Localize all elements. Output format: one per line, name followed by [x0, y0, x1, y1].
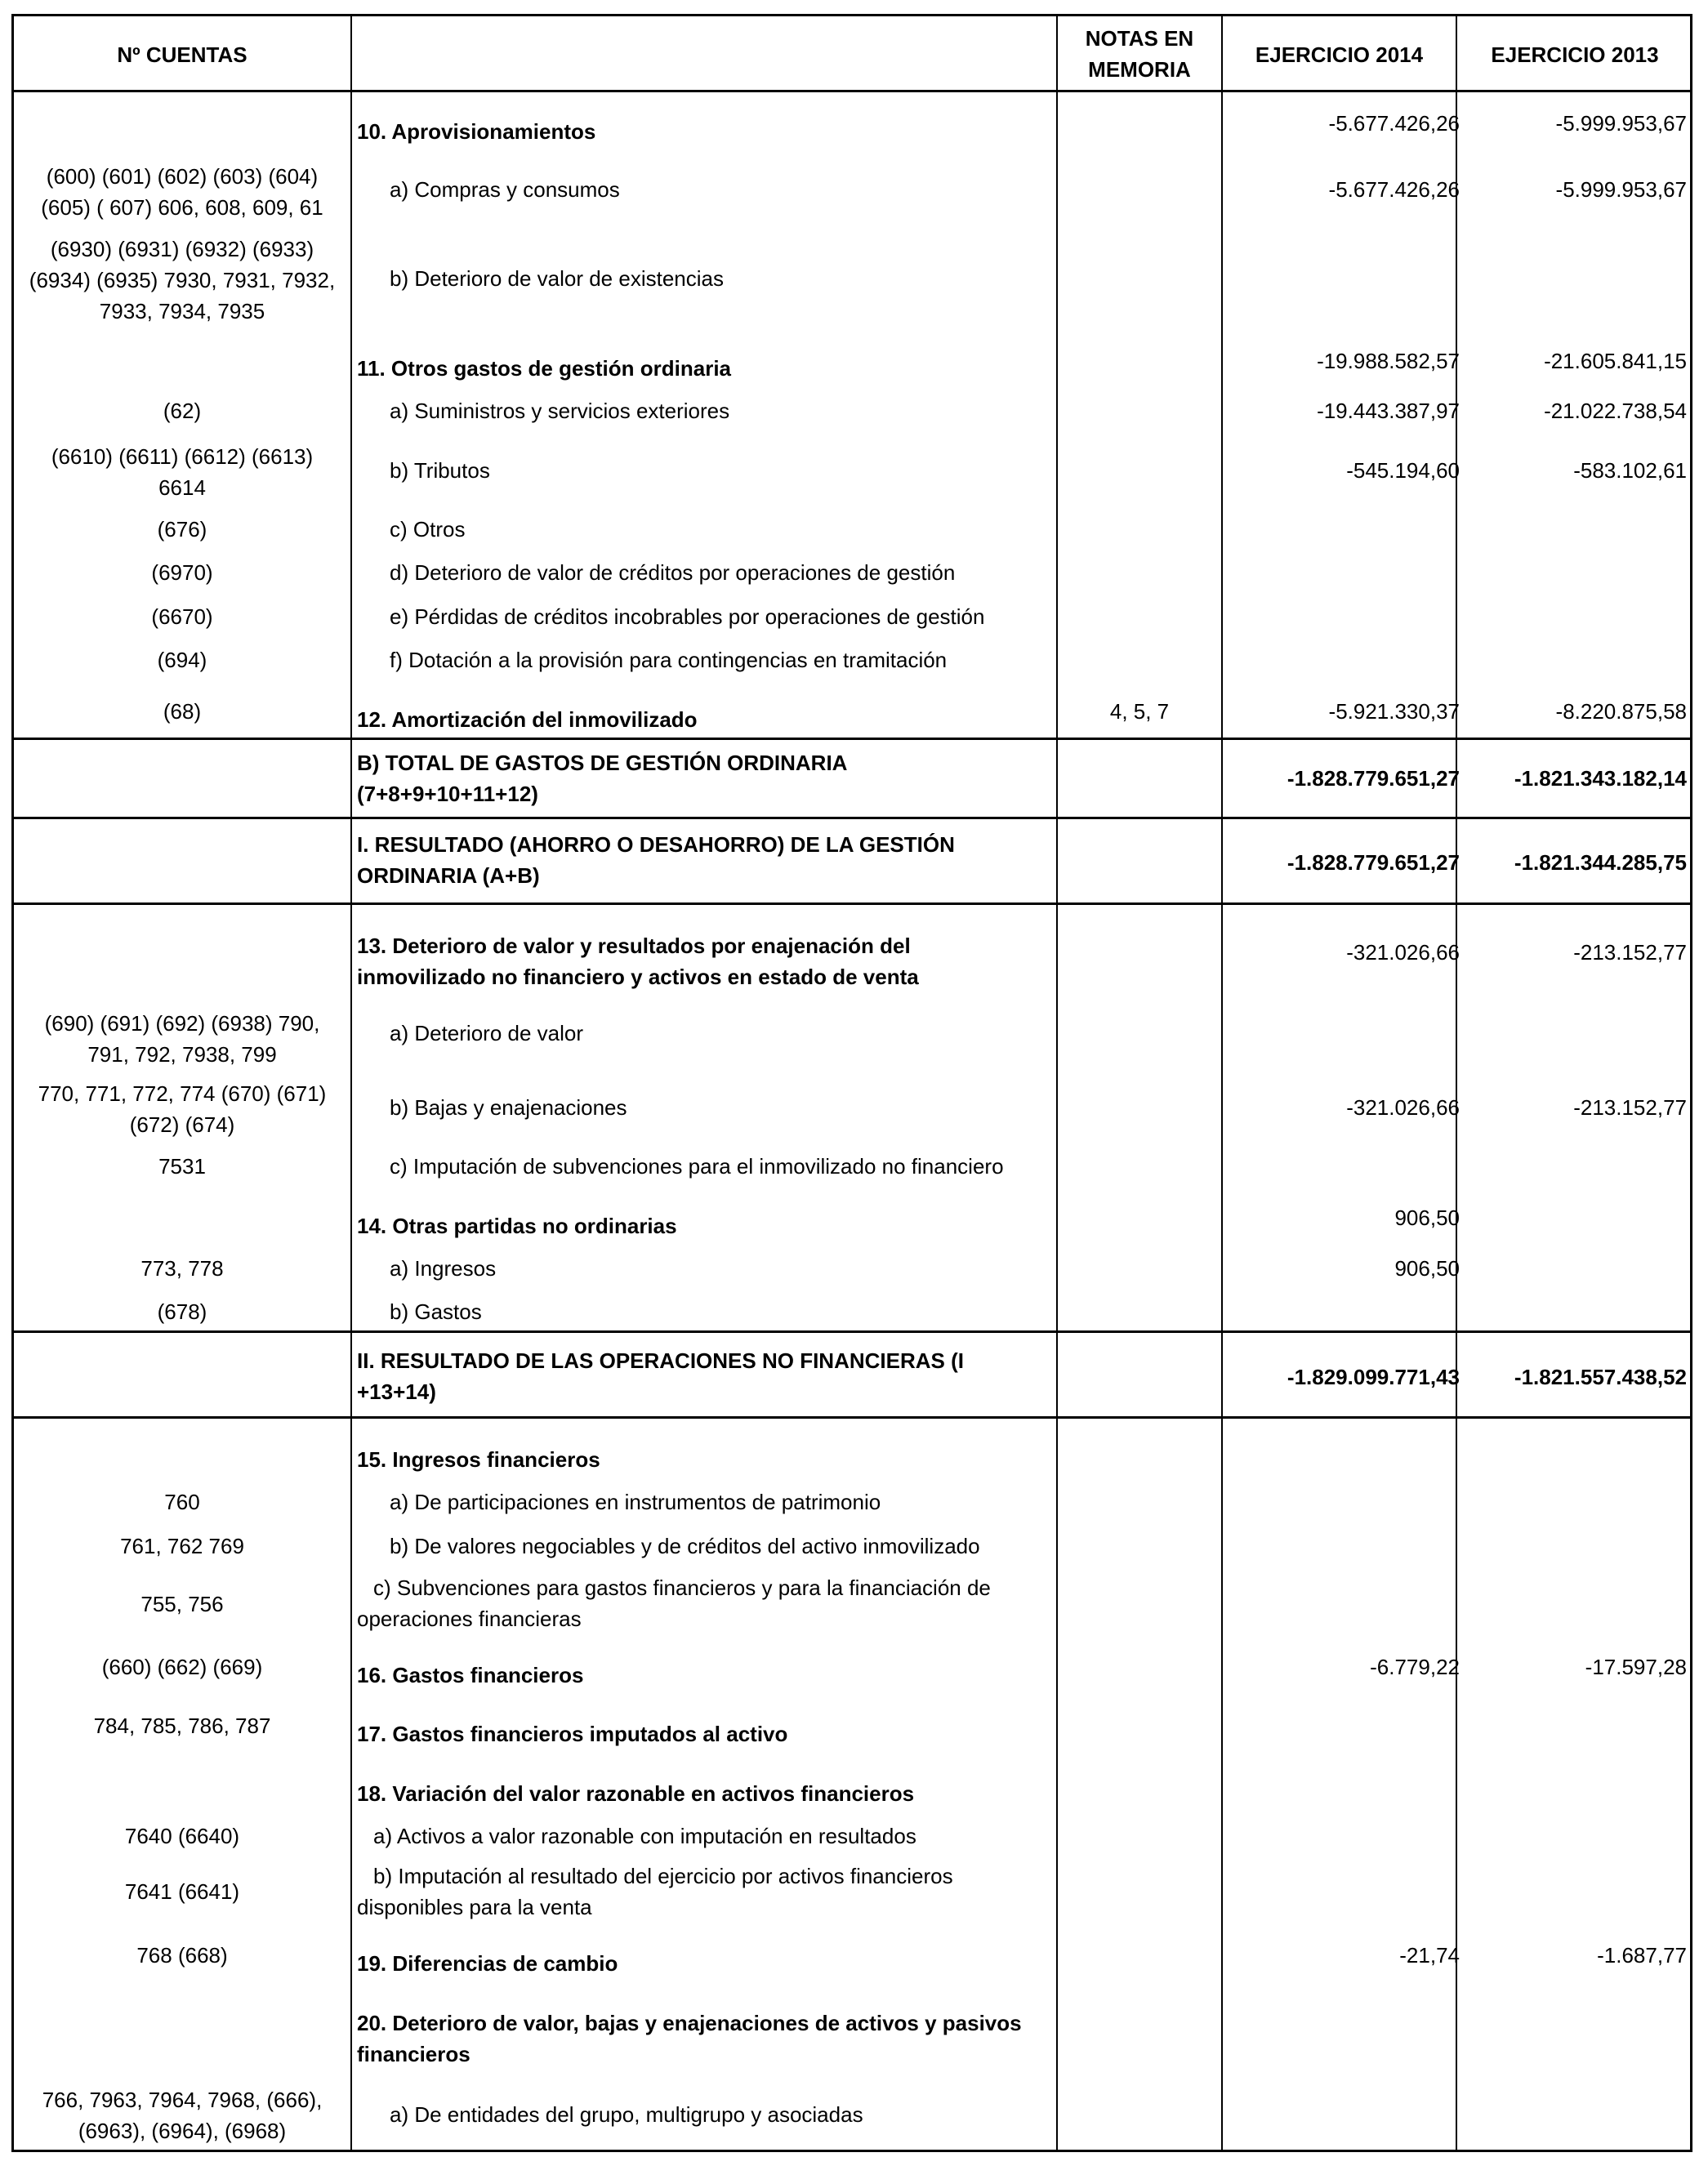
account-codes: (6963), (6964), (6968): [78, 2119, 287, 2143]
result-label: II. RESULTADO DE LAS OPERACIONES NO FINANCIERAS (I: [357, 1348, 964, 1373]
header-divider: [14, 90, 1690, 92]
total-label: (7+8+9+10+11+12): [357, 782, 538, 806]
account-codes: (660) (662) (669): [101, 1655, 263, 1679]
account-codes: 755, 756: [140, 1592, 224, 1616]
value-2014: 906,50: [1394, 1206, 1460, 1230]
row-label: c) Imputación de subvenciones para el inmovilizado no financiero: [390, 1154, 1004, 1179]
account-codes: (68): [163, 699, 202, 724]
account-codes: 760: [164, 1490, 200, 1514]
value-2014: -19.443.387,97: [1317, 399, 1460, 423]
account-codes: 784, 785, 786, 787: [93, 1714, 271, 1738]
account-codes: (62): [163, 399, 202, 423]
value-2014: -5.677.426,26: [1328, 111, 1460, 136]
account-codes: (678): [157, 1299, 207, 1324]
header-year-2014: EJERCICIO 2014: [1255, 42, 1424, 67]
section-divider: [14, 817, 1690, 819]
account-codes: (676): [157, 517, 207, 542]
row-label: 14. Otras partidas no ordinarias: [357, 1214, 677, 1238]
value-2014: -5.921.330,37: [1328, 699, 1460, 724]
account-codes: (694): [157, 648, 207, 672]
value-2013: -5.999.953,67: [1555, 111, 1687, 136]
row-label: b) Deterioro de valor de existencias: [390, 266, 724, 291]
account-codes: (6930) (6931) (6932) (6933): [50, 237, 314, 261]
row-label: 18. Variación del valor razonable en activos financieros: [357, 1781, 915, 1806]
header-accounts: Nº CUENTAS: [117, 42, 248, 67]
header-notes-line2: MEMORIA: [1088, 57, 1191, 82]
value-2014: -21,74: [1399, 1943, 1460, 1968]
value-2013: -5.999.953,67: [1555, 177, 1687, 202]
row-label: c) Otros: [390, 517, 466, 542]
row-label: e) Pérdidas de créditos incobrables por operaciones de gestión: [390, 604, 985, 629]
row-label: 20. Deterioro de valor, bajas y enajenaciones de activos y pasivos: [357, 2011, 1022, 2035]
result-2013: -1.821.557.438,52: [1514, 1365, 1687, 1389]
result-label: ORDINARIA (A+B): [357, 863, 540, 888]
row-label: a) De entidades del grupo, multigrupo y asociadas: [390, 2102, 863, 2127]
header-year-2013: EJERCICIO 2013: [1491, 42, 1659, 67]
value-2014: -6.779,22: [1370, 1655, 1460, 1679]
value-2014: -321.026,66: [1346, 940, 1460, 965]
row-label: financieros: [357, 2042, 470, 2066]
income-statement-table: [11, 14, 1692, 2152]
account-codes: 7531: [158, 1154, 206, 1179]
row-label: disponibles para la venta: [357, 1895, 592, 1919]
total-2014: -1.828.779.651,27: [1287, 766, 1460, 791]
row-label: f) Dotación a la provisión para contingencias en tramitación: [390, 648, 948, 672]
row-label: 19. Diferencias de cambio: [357, 1951, 618, 1976]
section-divider: [14, 1330, 1690, 1333]
header-notes-line1: NOTAS EN: [1085, 26, 1194, 51]
row-label: 12. Amortización del inmovilizado: [357, 707, 698, 732]
value-2013: -1.687,77: [1597, 1943, 1687, 1968]
row-label: a) Deterioro de valor: [390, 1021, 583, 1045]
column-divider: [1221, 16, 1223, 2150]
value-2014: -321.026,66: [1346, 1095, 1460, 1120]
column-divider: [1456, 16, 1457, 2150]
row-label: d) Deterioro de valor de créditos por operaciones de gestión: [390, 560, 956, 585]
account-codes: 7933, 7934, 7935: [99, 299, 265, 323]
row-label: b) Gastos: [390, 1299, 482, 1324]
value-2013: -21.022.738,54: [1544, 399, 1687, 423]
account-codes: (6934) (6935) 7930, 7931, 7932,: [29, 268, 336, 292]
value-2013: -21.605.841,15: [1544, 349, 1687, 373]
column-divider: [350, 16, 352, 2150]
result-2014: -1.828.779.651,27: [1287, 850, 1460, 875]
section-divider: [14, 902, 1690, 905]
result-2013: -1.821.344.285,75: [1514, 850, 1687, 875]
row-label: 15. Ingresos financieros: [357, 1447, 600, 1472]
value-2014: -5.677.426,26: [1328, 177, 1460, 202]
value-2013: -213.152,77: [1573, 940, 1687, 965]
value-2014: -545.194,60: [1346, 458, 1460, 483]
account-codes: 766, 7963, 7964, 7968, (666),: [42, 2088, 323, 2112]
account-codes: (672) (674): [129, 1112, 235, 1137]
row-label: 10. Aprovisionamientos: [357, 119, 596, 144]
row-label: a) Activos a valor razonable con imputación en resultados: [373, 1824, 916, 1848]
row-label: a) De participaciones en instrumentos de patrimonio: [390, 1490, 881, 1514]
account-codes: (690) (691) (692) (6938) 790,: [44, 1011, 320, 1036]
account-codes: (6610) (6611) (6612) (6613): [51, 444, 314, 469]
result-label: I. RESULTADO (AHORRO O DESAHORRO) DE LA GESTIÓN: [357, 832, 955, 857]
account-codes: 768 (668): [136, 1943, 228, 1968]
note-reference: 4, 5, 7: [1109, 699, 1170, 724]
row-label: c) Subvenciones para gastos financieros y para la financiación de: [373, 1575, 991, 1600]
account-codes: (605) ( 607) 606, 608, 609, 61: [41, 195, 323, 220]
section-divider: [14, 1416, 1690, 1419]
row-label: b) De valores negociables y de créditos del activo inmovilizado: [390, 1534, 980, 1558]
account-codes: 7641 (6641): [124, 1879, 240, 1904]
value-2013: -213.152,77: [1573, 1095, 1687, 1120]
account-codes: 791, 792, 7938, 799: [87, 1042, 277, 1067]
row-label: 17. Gastos financieros imputados al activo: [357, 1722, 788, 1746]
row-label: 13. Deterioro de valor y resultados por enajenación del: [357, 934, 911, 958]
row-label: a) Compras y consumos: [390, 177, 620, 202]
account-codes: (6670): [151, 604, 213, 629]
result-label: +13+14): [357, 1379, 436, 1404]
account-codes: (6970): [151, 560, 213, 585]
value-2013: -17.597,28: [1585, 1655, 1687, 1679]
row-label: b) Tributos: [390, 458, 490, 483]
value-2014: 906,50: [1394, 1256, 1460, 1281]
value-2014: -19.988.582,57: [1317, 349, 1460, 373]
account-codes: 770, 771, 772, 774 (670) (671): [38, 1081, 327, 1106]
row-label: 11. Otros gastos de gestión ordinaria: [357, 356, 732, 381]
result-2014: -1.829.099.771,43: [1287, 1365, 1460, 1389]
value-2013: -583.102,61: [1573, 458, 1687, 483]
total-label: B) TOTAL DE GASTOS DE GESTIÓN ORDINARIA: [357, 751, 848, 775]
account-codes: 6614: [158, 475, 206, 500]
account-codes: (600) (601) (602) (603) (604): [46, 164, 319, 189]
row-label: a) Ingresos: [390, 1256, 497, 1281]
account-codes: 761, 762 769: [120, 1534, 244, 1558]
row-label: inmovilizado no financiero y activos en estado de venta: [357, 965, 919, 989]
row-label: 16. Gastos financieros: [357, 1663, 584, 1687]
row-label: a) Suministros y servicios exteriores: [390, 399, 730, 423]
section-divider: [14, 738, 1690, 740]
row-label: b) Bajas y enajenaciones: [390, 1095, 627, 1120]
value-2013: -8.220.875,58: [1555, 699, 1687, 724]
account-codes: 773, 778: [140, 1256, 224, 1281]
account-codes: 7640 (6640): [124, 1824, 240, 1848]
row-label: operaciones financieras: [357, 1607, 582, 1631]
row-label: b) Imputación al resultado del ejercicio por activos financieros: [373, 1864, 953, 1888]
total-2013: -1.821.343.182,14: [1514, 766, 1687, 791]
